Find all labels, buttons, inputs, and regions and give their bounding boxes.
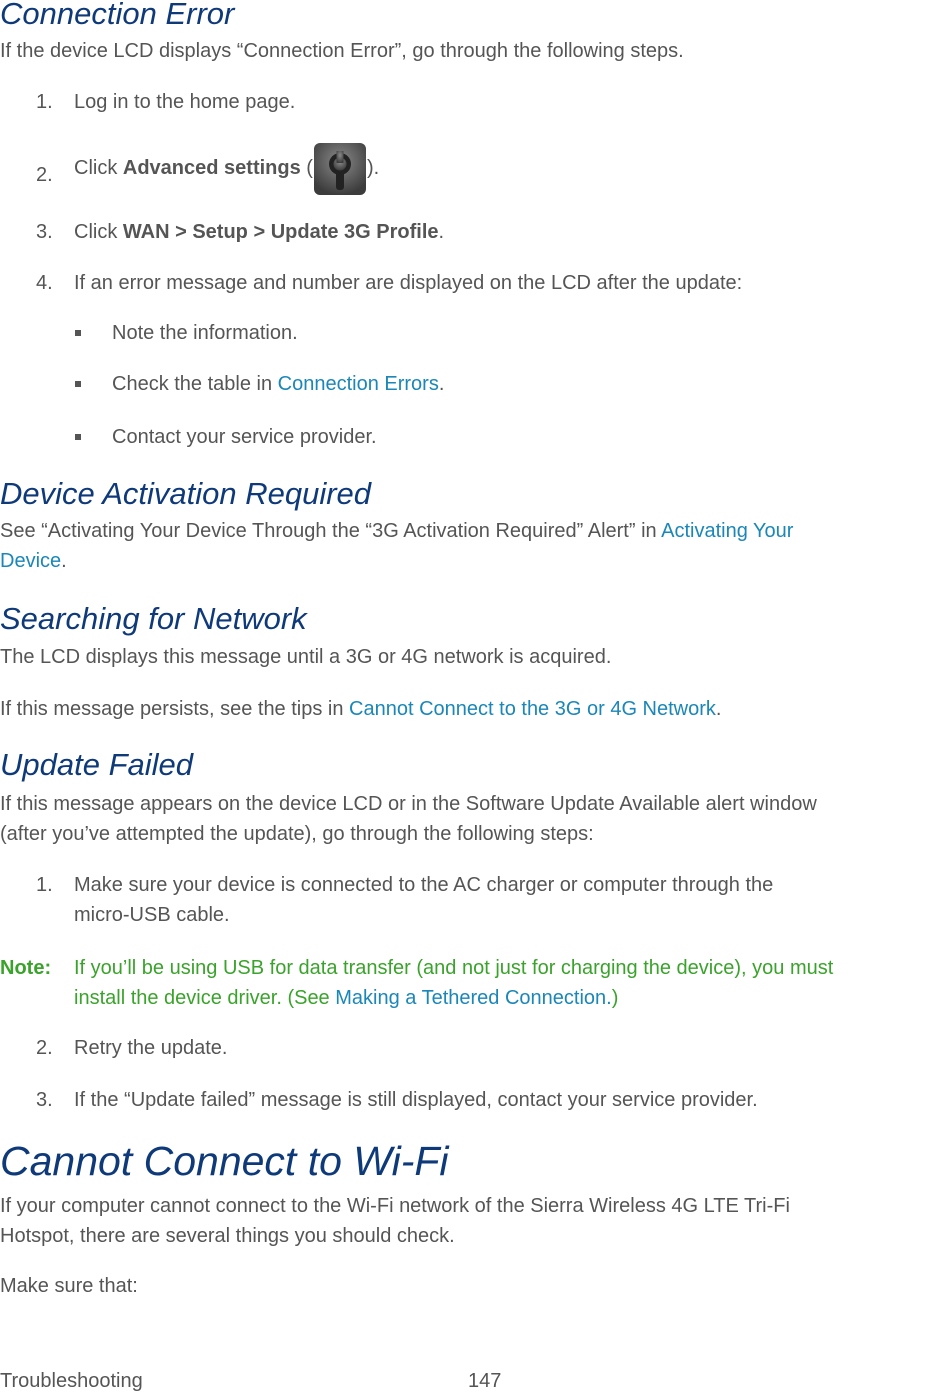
link-cannot-connect-network[interactable]: Cannot Connect to the 3G or 4G Network xyxy=(349,698,716,720)
step-text: If an error message and number are displayed on the LCD after the update: xyxy=(74,272,743,294)
step-text: Make sure your device is connected to the AC charger or computer through the xyxy=(74,874,774,896)
text-span: ) xyxy=(611,987,619,1009)
step-number: 2. xyxy=(36,164,53,186)
heading-update-failed: Update Failed xyxy=(0,747,194,782)
step-number: 2. xyxy=(36,1037,53,1059)
bullet-text: Contact your service provider. xyxy=(112,426,377,448)
footer-page-number: 147 xyxy=(468,1370,502,1392)
footer-section: Troubleshooting xyxy=(0,1370,143,1392)
step-number: 1. xyxy=(36,91,53,113)
step-number: 1. xyxy=(36,874,53,896)
text-span: . xyxy=(715,698,722,720)
step-prefix: Click xyxy=(74,157,123,179)
searching-line2 xyxy=(0,694,721,724)
step-number: 3. xyxy=(36,1089,53,1111)
bullet-prefix: Check the table in xyxy=(112,373,278,395)
bullet-check-table xyxy=(112,369,444,399)
link-activating-your-device[interactable]: Activating Your xyxy=(661,520,794,542)
device-activation-line1 xyxy=(0,516,793,546)
wifi-intro-line1: If your computer cannot connect to the Wi-Fi network of the Sierra Wireless 4G LTE Tri-Fi xyxy=(0,1195,790,1217)
text-span: If this message persists, see the tips in xyxy=(0,698,350,720)
link-connection-errors[interactable]: Connection Errors xyxy=(277,373,439,395)
wifi-intro-line2: Hotspot, there are several things you should check. xyxy=(0,1225,455,1247)
heading-searching-network: Searching for Network xyxy=(0,601,307,636)
step-number: 3. xyxy=(36,221,53,243)
device-activation-line2 xyxy=(0,546,67,576)
note-text: If you’ll be using USB for data transfer (and not just for charging the device), you must xyxy=(74,957,834,979)
bullet-text: Note the information. xyxy=(112,322,298,344)
step-number: 4. xyxy=(36,272,53,294)
text-span: . xyxy=(61,550,67,572)
note-text-line2 xyxy=(74,983,618,1013)
bullet-square xyxy=(75,381,81,387)
wifi-make-sure: Make sure that: xyxy=(0,1275,138,1297)
paren-open: ( xyxy=(300,157,313,179)
heading-connection-error: Connection Error xyxy=(0,0,235,31)
step-text: Log in to the home page. xyxy=(74,91,296,113)
link-making-tethered-connection[interactable]: Making a Tethered Connection. xyxy=(335,987,612,1009)
note-label: Note: xyxy=(0,957,52,979)
step-suffix: . xyxy=(438,221,445,243)
text-span: install the device driver. (See xyxy=(74,987,336,1009)
bullet-square xyxy=(75,434,81,440)
bullet-suffix: . xyxy=(438,373,445,395)
connection-error-intro: If the device LCD displays “Connection Error”, go through the following steps. xyxy=(0,40,684,62)
step-wan-setup xyxy=(74,217,444,247)
heading-device-activation: Device Activation Required xyxy=(0,476,372,511)
update-failed-intro-line1: If this message appears on the device LCD or in the Software Update Available alert window xyxy=(0,793,817,815)
wan-setup-path: WAN > Setup > Update 3G Profile xyxy=(122,221,439,243)
step-prefix: Click xyxy=(74,221,123,243)
advanced-settings-label: Advanced settings xyxy=(122,157,301,179)
bullet-square xyxy=(75,330,81,336)
step-advanced-settings xyxy=(74,140,379,196)
wrench-settings-icon xyxy=(314,143,366,195)
heading-cannot-connect-wifi: Cannot Connect to Wi-Fi xyxy=(0,1138,449,1184)
step-text: Retry the update. xyxy=(74,1037,228,1059)
step-text: micro-USB cable. xyxy=(74,904,230,926)
link-activating-your-device-cont[interactable]: Device xyxy=(0,550,62,572)
step-text: If the “Update failed” message is still displayed, contact your service provider. xyxy=(74,1089,758,1111)
searching-line1: The LCD displays this message until a 3G or 4G network is acquired. xyxy=(0,646,612,668)
update-failed-intro-line2: (after you’ve attempted the update), go through the following steps: xyxy=(0,823,594,845)
paren-close: ). xyxy=(366,157,380,179)
text-span: See “Activating Your Device Through the “3G Activation Required” Alert” in xyxy=(0,520,662,542)
